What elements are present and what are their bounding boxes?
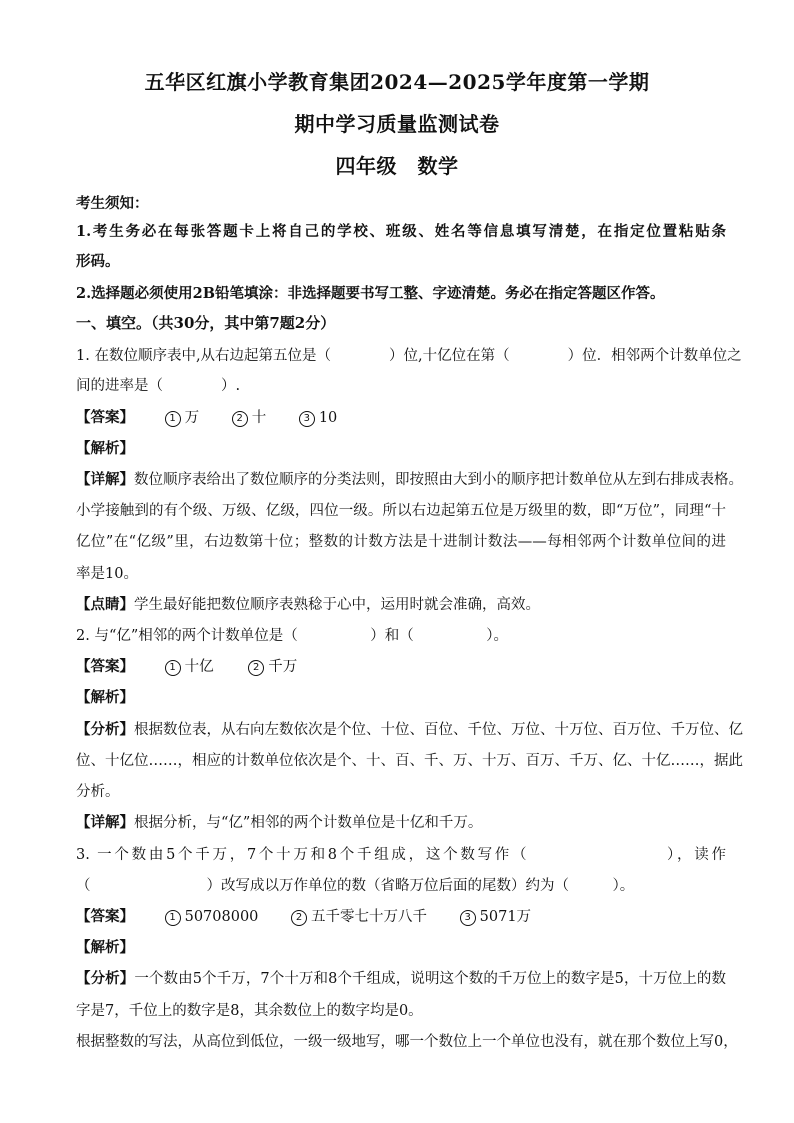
question-3-analysis-cont: 根据整数的写法，从高位到低位，一级一级地写，哪一个数位上一个单位也没有，就在那个数位上写0， — [76, 1034, 738, 1050]
notice-item-1: 1.考生务必在每张答题卡上将自己的学校、班级、姓名等信息填写清楚，在指定位置粘贴条 — [76, 223, 726, 240]
question-1-detail-cont: 小学接触到的有个级、万级、亿级，四位一级。所以右边起第五位是万级里的数，即“万位”，同理“十 — [76, 503, 726, 519]
answer-item: 2 千万 — [248, 655, 297, 676]
answer-item: 1 十亿 — [165, 655, 214, 676]
exam-title-line3: 四年级 数学 — [335, 154, 459, 178]
circled-number: 3 — [299, 411, 315, 427]
question-3-text-cont: （ ）改写成以万作单位的数（省略万位后面的尾数）约为（ ）。 — [76, 878, 635, 894]
answer-item: 1 万 — [165, 406, 200, 427]
exam-title-line2: 期中学习质量监测试卷 — [294, 112, 500, 136]
question-3-text: 3. 一个数由5个千万，7个十万和8个千组成，这个数写作（ ），读作 — [76, 847, 726, 863]
notice-item-1-cont: 形码。 — [76, 253, 120, 270]
question-2-text: 2. 与“亿”相邻的两个计数单位是（ ）和（ ）。 — [76, 628, 509, 644]
notice-item-2: 2.选择题必须使用2B铅笔填涂：非选择题要书写工整、字迹清楚。务必在指定答题区作答。 — [76, 285, 665, 302]
circled-number: 1 — [165, 411, 181, 427]
circled-number: 2 — [248, 660, 264, 676]
answer-item: 1 50708000 — [165, 909, 259, 926]
question-1-point: 【点睛】学生最好能把数位顺序表熟稔于心中，运用时就会准确，高效。 — [76, 596, 540, 613]
circled-number: 2 — [232, 411, 248, 427]
analysis-tag: 【解析】 — [76, 440, 134, 457]
answer-tag: 【答案】 — [76, 409, 134, 426]
question-3-analysis: 【分析】一个数由5个千万，7个十万和8个千组成，说明这个数的千万位上的数字是5，十万位上的数 — [76, 970, 727, 987]
question-2-answer — [76, 655, 726, 676]
notice-heading: 考生须知： — [76, 195, 149, 212]
question-1-text-cont: 间的进率是（ ）. — [76, 378, 241, 394]
question-1-answer — [76, 406, 726, 427]
analysis-tag: 【解析】 — [76, 939, 134, 956]
answer-item: 2 五千零七十万八千 — [291, 905, 427, 926]
question-3-answer — [76, 905, 726, 926]
answer-item: 2 十 — [232, 406, 267, 427]
answer-tag: 【答案】 — [76, 908, 134, 925]
question-2-analysis-cont: 位、十亿位……，相应的计数单位依次是个、十、百、千、万、十万、百万、千万、亿、十亿……，据此 — [76, 753, 743, 769]
question-1-detail: 【详解】数位顺序表给出了数位顺序的分类法则，即按照由大到小的顺序把计数单位从左到右排成表格。 — [76, 471, 743, 488]
question-3-analysis-cont: 字是7，千位上的数字是8，其余数位上的数字均是0。 — [76, 1003, 423, 1019]
exam-title-line1: 五华区红旗小学教育集团2024—2025学年度第一学期 — [144, 70, 650, 94]
question-1-detail-cont: 率是10。 — [76, 566, 138, 582]
analysis-tag: 【解析】 — [76, 689, 134, 706]
circled-number: 1 — [165, 910, 181, 926]
circled-number: 2 — [291, 910, 307, 926]
question-1-text: 1. 在数位顺序表中,从右边起第五位是（ ）位,十亿位在第（ ）位．相邻两个计数单位之 — [76, 348, 742, 364]
answer-item: 3 5071万 — [460, 905, 531, 926]
answer-tag: 【答案】 — [76, 658, 134, 675]
question-2-detail: 【详解】根据分析，与“亿”相邻的两个计数单位是十亿和千万。 — [76, 814, 483, 831]
answer-item: 3 10 — [299, 410, 337, 427]
section-heading: 一、填空。（共30分，其中第7题2分） — [76, 314, 336, 332]
circled-number: 3 — [460, 910, 476, 926]
question-2-analysis: 【分析】根据数位表，从右向左数依次是个位、十位、百位、千位、万位、十万位、百万位、千万位、亿 — [76, 721, 743, 738]
question-1-detail-cont: 亿位”在“亿级”里，右边数第十位；整数的计数方法是十进制计数法——每相邻两个计数单位间的进 — [76, 534, 726, 550]
circled-number: 1 — [165, 660, 181, 676]
question-2-analysis-cont: 分析。 — [76, 784, 120, 800]
